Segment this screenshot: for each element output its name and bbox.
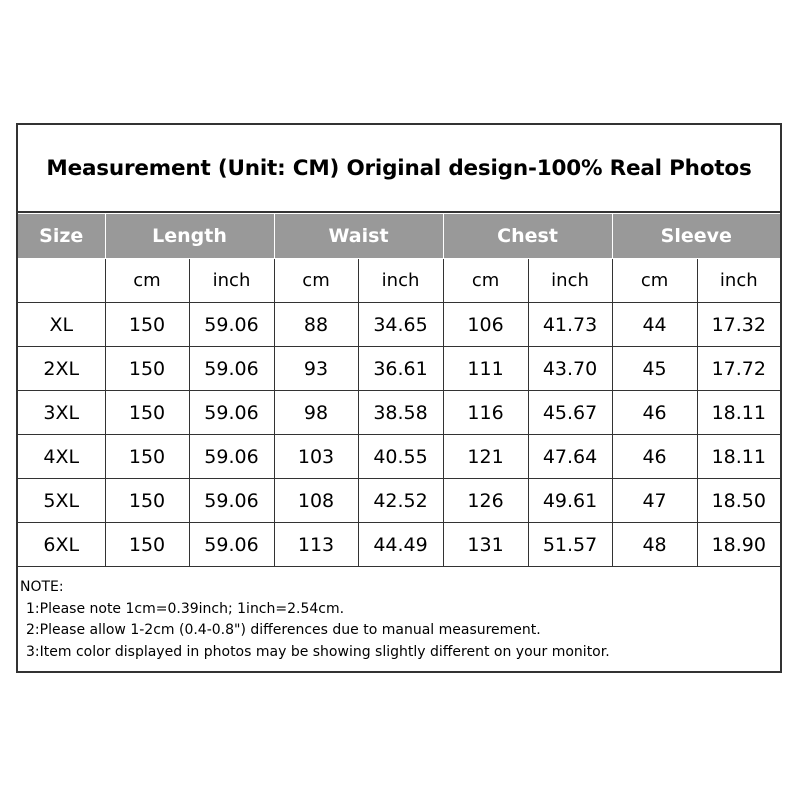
- table-cell: 47: [612, 479, 697, 523]
- chart-title: Measurement (Unit: CM) Original design-100% Real Photos: [46, 155, 752, 181]
- table-row: [18, 523, 780, 567]
- table-cell: 59.06: [189, 523, 274, 567]
- table-cell: 18.11: [697, 391, 780, 435]
- table-cell: 46: [612, 435, 697, 479]
- note-line: 1:Please note 1cm=0.39inch; 1inch=2.54cm.: [26, 600, 345, 617]
- table-cell: 150: [105, 435, 189, 479]
- table-cell: 47.64: [528, 435, 612, 479]
- size-cell: XL: [18, 303, 105, 347]
- table-cell: 93: [274, 347, 358, 391]
- size-cell: 4XL: [18, 435, 105, 479]
- header-row: [18, 214, 780, 259]
- unit-cell: cm: [612, 259, 697, 303]
- unit-cell: cm: [105, 259, 189, 303]
- table-cell: 150: [105, 303, 189, 347]
- unit-cell: inch: [528, 259, 612, 303]
- table-cell: 108: [274, 479, 358, 523]
- header-chest: Chest: [443, 214, 612, 259]
- table-cell: 150: [105, 523, 189, 567]
- table-row: [18, 347, 780, 391]
- table-cell: 59.06: [189, 479, 274, 523]
- table-cell: 44: [612, 303, 697, 347]
- table-cell: 111: [443, 347, 528, 391]
- size-cell: 6XL: [18, 523, 105, 567]
- unit-cell: inch: [189, 259, 274, 303]
- table-cell: 121: [443, 435, 528, 479]
- notes-heading: NOTE:: [20, 579, 64, 595]
- table-cell: 42.52: [358, 479, 443, 523]
- table-cell: 150: [105, 391, 189, 435]
- unit-cell: inch: [358, 259, 443, 303]
- table-row: [18, 479, 780, 523]
- table-cell: 46: [612, 391, 697, 435]
- size-table: [18, 213, 780, 567]
- table-cell: 113: [274, 523, 358, 567]
- table-row: [18, 435, 780, 479]
- table-cell: 103: [274, 435, 358, 479]
- table-cell: 17.72: [697, 347, 780, 391]
- unit-cell-empty: [18, 259, 105, 303]
- unit-cell: inch: [697, 259, 780, 303]
- table-cell: 43.70: [528, 347, 612, 391]
- table-cell: 59.06: [189, 435, 274, 479]
- table-cell: 126: [443, 479, 528, 523]
- size-cell: 5XL: [18, 479, 105, 523]
- table-cell: 106: [443, 303, 528, 347]
- table-cell: 41.73: [528, 303, 612, 347]
- notes-section: [18, 567, 780, 663]
- unit-cell: cm: [443, 259, 528, 303]
- table-cell: 150: [105, 479, 189, 523]
- table-cell: 17.32: [697, 303, 780, 347]
- unit-cell: cm: [274, 259, 358, 303]
- table-cell: 36.61: [358, 347, 443, 391]
- table-cell: 45: [612, 347, 697, 391]
- table-cell: 116: [443, 391, 528, 435]
- table-cell: 59.06: [189, 303, 274, 347]
- table-cell: 59.06: [189, 347, 274, 391]
- table-row: [18, 391, 780, 435]
- note-line: 3:Item color displayed in photos may be showing slightly different on your monitor.: [26, 643, 610, 660]
- size-cell: 2XL: [18, 347, 105, 391]
- table-cell: 45.67: [528, 391, 612, 435]
- table-cell: 49.61: [528, 479, 612, 523]
- table-cell: 48: [612, 523, 697, 567]
- table-cell: 59.06: [189, 391, 274, 435]
- title-row: [18, 125, 780, 213]
- table-cell: 18.50: [697, 479, 780, 523]
- table-cell: 18.90: [697, 523, 780, 567]
- table-cell: 98: [274, 391, 358, 435]
- table-cell: 150: [105, 347, 189, 391]
- header-size: Size: [18, 214, 105, 259]
- size-chart: [16, 123, 782, 673]
- table-row: [18, 303, 780, 347]
- table-cell: 44.49: [358, 523, 443, 567]
- table-cell: 88: [274, 303, 358, 347]
- unit-row: [18, 259, 780, 303]
- table-cell: 38.58: [358, 391, 443, 435]
- table-cell: 131: [443, 523, 528, 567]
- note-line: 2:Please allow 1-2cm (0.4-0.8") differences due to manual measurement.: [26, 622, 541, 638]
- table-cell: 51.57: [528, 523, 612, 567]
- table-cell: 18.11: [697, 435, 780, 479]
- size-cell: 3XL: [18, 391, 105, 435]
- table-cell: 40.55: [358, 435, 443, 479]
- table-cell: 34.65: [358, 303, 443, 347]
- header-waist: Waist: [274, 214, 443, 259]
- header-length: Length: [105, 214, 274, 259]
- header-sleeve: Sleeve: [612, 214, 780, 259]
